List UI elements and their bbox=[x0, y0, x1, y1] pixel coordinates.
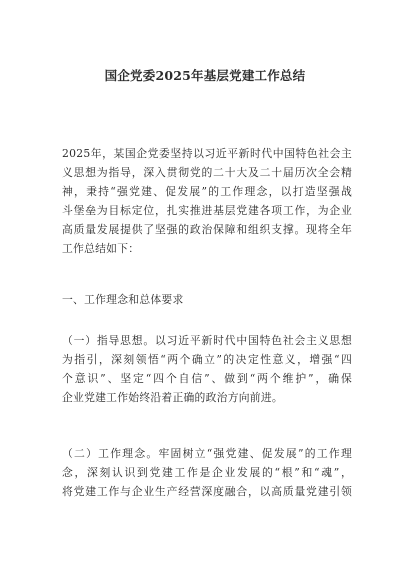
paragraph-line: 2025年，某国企党委坚持以习近平新时代中国特色社会主 bbox=[62, 147, 352, 160]
paragraph-line: （二）工作理念。牢固树立“强党建、促发展”的工作理 bbox=[62, 447, 352, 460]
intro-paragraph bbox=[62, 144, 352, 258]
paragraph-line: （一）指导思想。以习近平新时代中国特色社会主义思想 bbox=[62, 334, 352, 347]
paragraph-line: 斗堡垒为目标定位，扎实推进基层党建各项工作，为企业 bbox=[62, 204, 352, 217]
work-philosophy-paragraph bbox=[62, 444, 352, 501]
section-heading: 一、工作理念和总体要求 bbox=[62, 293, 184, 306]
paragraph-line: 企业党建工作始终沿着正确的政治方向前进。 bbox=[62, 391, 283, 404]
document-title: 国企党委2025年基层党建工作总结 bbox=[104, 68, 306, 83]
paragraph-line: 工作总结如下： bbox=[62, 242, 140, 255]
paragraph-line: 将党建工作与企业生产经营深度融合，以高质量党建引领 bbox=[62, 485, 352, 498]
paragraph-line: 高质量发展提供了坚强的政治保障和组织支撑。现将全年 bbox=[62, 223, 352, 236]
paragraph-line: 念，深刻认识到党建工作是企业发展的“根”和“魂”， bbox=[62, 466, 352, 479]
paragraph-line: 个意识”、坚定“四个自信”、做到“两个维护”，确保 bbox=[62, 372, 352, 385]
paragraph-line: 神，秉持“强党建、促发展”的工作理念，以打造坚强战 bbox=[62, 185, 352, 198]
paragraph-line: 义思想为指导，深入贯彻党的二十大及二十届历次全会精 bbox=[62, 166, 352, 179]
paragraph-line: 为指引，深刻领悟“两个确立”的决定性意义，增强“四 bbox=[62, 353, 352, 366]
guiding-thought-paragraph bbox=[62, 331, 352, 407]
